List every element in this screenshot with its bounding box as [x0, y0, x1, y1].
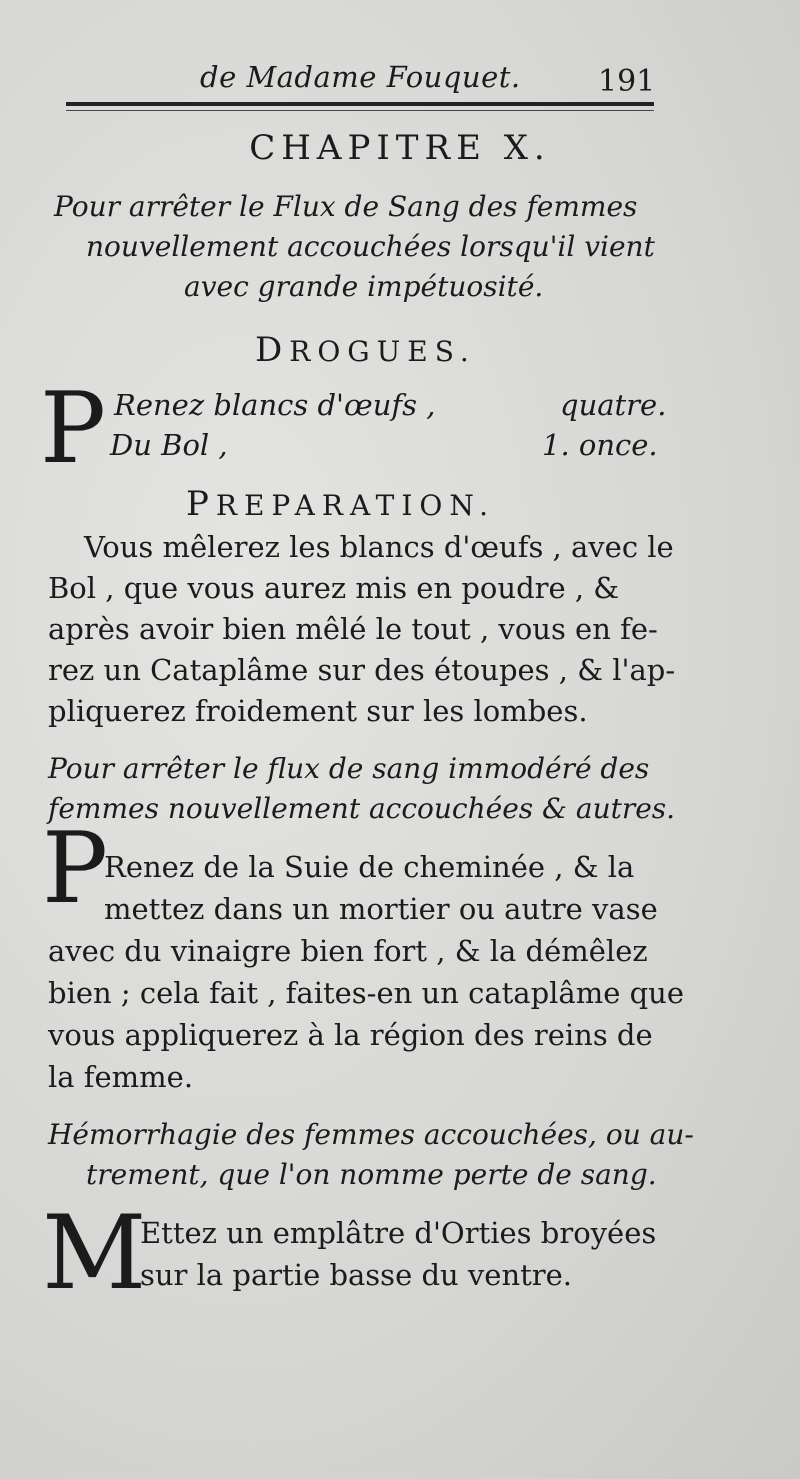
preparation-line-3: après avoir bien mêlé le tout , vous en fe- — [48, 612, 658, 646]
section2-line-4: bien ; cela fait , faites-en un cataplâme que — [48, 976, 684, 1010]
section2-line-6: la femme. — [48, 1060, 194, 1094]
section2-line-2: mettez dans un mortier ou autre vase — [104, 892, 658, 926]
section3-heading-line-2: trement, que l'on nomme perte de sang. — [86, 1158, 657, 1191]
ingredient-2-name: Du Bol , — [110, 428, 228, 462]
section1-heading-line-3: avec grande impétuosité. — [184, 270, 544, 303]
ingredient-1-name: Renez blancs d'œufs , — [114, 388, 436, 422]
section1-heading-line-2: nouvellement accouchées lorsqu'il vient — [86, 230, 655, 263]
section3-heading-line-1: Hémorrhagie des femmes accouchées, ou au- — [48, 1118, 694, 1151]
section2-line-1: Renez de la Suie de cheminée , & la — [104, 850, 635, 884]
section2-heading-line-2: femmes nouvellement accouchées & autres. — [48, 792, 676, 825]
preparation-line-1: Vous mêlerez les blancs d'œufs , avec le — [84, 530, 674, 564]
header-rule — [66, 102, 654, 106]
ingredient-2-qty: 1. once. — [542, 428, 658, 462]
section1-heading-line-1: Pour arrêter le Flux de Sang des femmes — [54, 190, 638, 223]
drop-cap-p: P — [40, 372, 106, 486]
running-title: de Madame Fouquet. — [200, 60, 521, 94]
section2-line-3: avec du vinaigre bien fort , & la démêlez — [48, 934, 648, 968]
preparation-heading — [186, 484, 495, 524]
section2-line-5: vous appliquerez à la région des reins de — [48, 1018, 653, 1052]
drop-cap-m: M — [42, 1194, 147, 1313]
section3-line-2: sur la partie basse du ventre. — [140, 1258, 573, 1292]
drop-cap-p-2: P — [42, 812, 108, 926]
header-rule-thin — [66, 110, 654, 111]
page-number: 191 — [598, 64, 656, 99]
section2-heading-line-1: Pour arrêter le flux de sang immodéré des — [48, 752, 650, 785]
drogues-rest: ROGUES. — [289, 335, 476, 368]
drogues-heading — [255, 330, 476, 370]
ingredient-1-qty: quatre. — [560, 388, 667, 422]
preparation-rest: REPARATION. — [215, 489, 495, 522]
preparation-line-2: Bol , que vous aurez mis en poudre , & — [48, 571, 620, 605]
preparation-initial: P — [186, 484, 216, 524]
preparation-line-4: rez un Cataplâme sur des étoupes , & l'ap- — [48, 653, 676, 687]
section3-line-1: Ettez un emplâtre d'Orties broyées — [140, 1216, 657, 1250]
drogues-initial: D — [255, 330, 290, 370]
chapter-title: CHAPITRE X. — [249, 128, 551, 168]
preparation-line-5: pliquerez froidement sur les lombes. — [48, 694, 588, 728]
